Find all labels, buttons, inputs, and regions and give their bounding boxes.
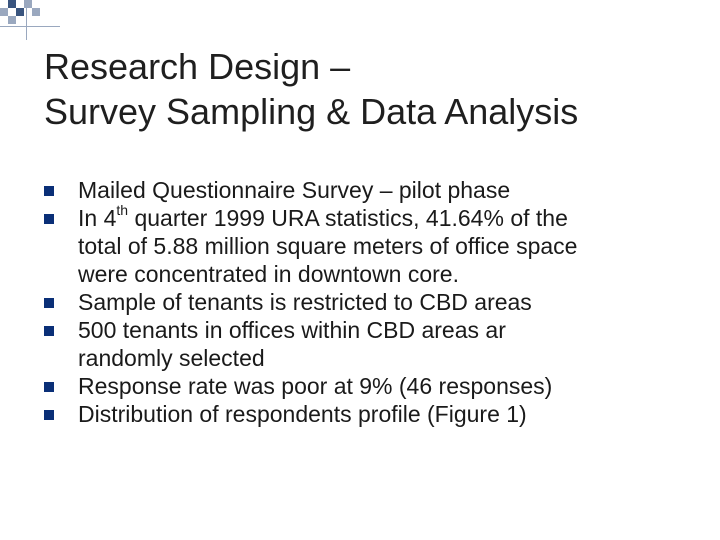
bullet-text: Mailed Questionnaire Survey – pilot phase — [78, 177, 511, 203]
bullet-item-survey-method — [44, 176, 704, 204]
bullet-item-sample-restriction — [44, 288, 704, 316]
bullet-text: Distribution of respondents profile (Figure 1) — [78, 401, 527, 427]
square-bullet-icon — [44, 214, 54, 224]
bullet-text-prefix: In 4 — [78, 205, 117, 231]
bullet-text-line-3: were concentrated in downtown core. — [78, 261, 459, 287]
bullet-text-line-1: 500 tenants in offices within CBD areas ar — [78, 317, 506, 343]
square-bullet-icon — [44, 326, 54, 336]
bullet-text-suffix: quarter 1999 URA statistics, 41.64% of the — [128, 205, 568, 231]
bullet-item-respondent-profile — [44, 400, 704, 428]
bullet-item-ura-statistics — [44, 204, 704, 288]
bullet-item-response-rate — [44, 372, 704, 400]
corner-square — [8, 0, 16, 8]
square-bullet-icon — [44, 298, 54, 308]
bullet-text-line-1 — [78, 204, 704, 232]
bullet-text-line-2: total of 5.88 million square meters of office space — [78, 233, 578, 259]
slide-title-line-1: Research Design – — [44, 46, 351, 87]
bullet-text: Response rate was poor at 9% (46 responses) — [78, 373, 553, 399]
slide-title-line-2: Survey Sampling & Data Analysis — [44, 91, 579, 132]
square-bullet-icon — [44, 382, 54, 392]
bullet-list — [44, 176, 704, 428]
decorative-corner-pattern — [0, 0, 60, 40]
ordinal-superscript: th — [116, 202, 129, 219]
corner-rule-vertical — [26, 0, 27, 40]
bullet-text-line-2: randomly selected — [78, 345, 265, 371]
slide-title — [44, 44, 694, 134]
bullet-item-sample-size — [44, 316, 704, 372]
corner-square — [0, 8, 8, 16]
corner-square — [16, 8, 24, 16]
corner-square — [32, 8, 40, 16]
corner-rule-horizontal — [0, 26, 60, 27]
corner-square — [8, 16, 16, 24]
square-bullet-icon — [44, 186, 54, 196]
bullet-text: Sample of tenants is restricted to CBD areas — [78, 289, 532, 315]
square-bullet-icon — [44, 410, 54, 420]
